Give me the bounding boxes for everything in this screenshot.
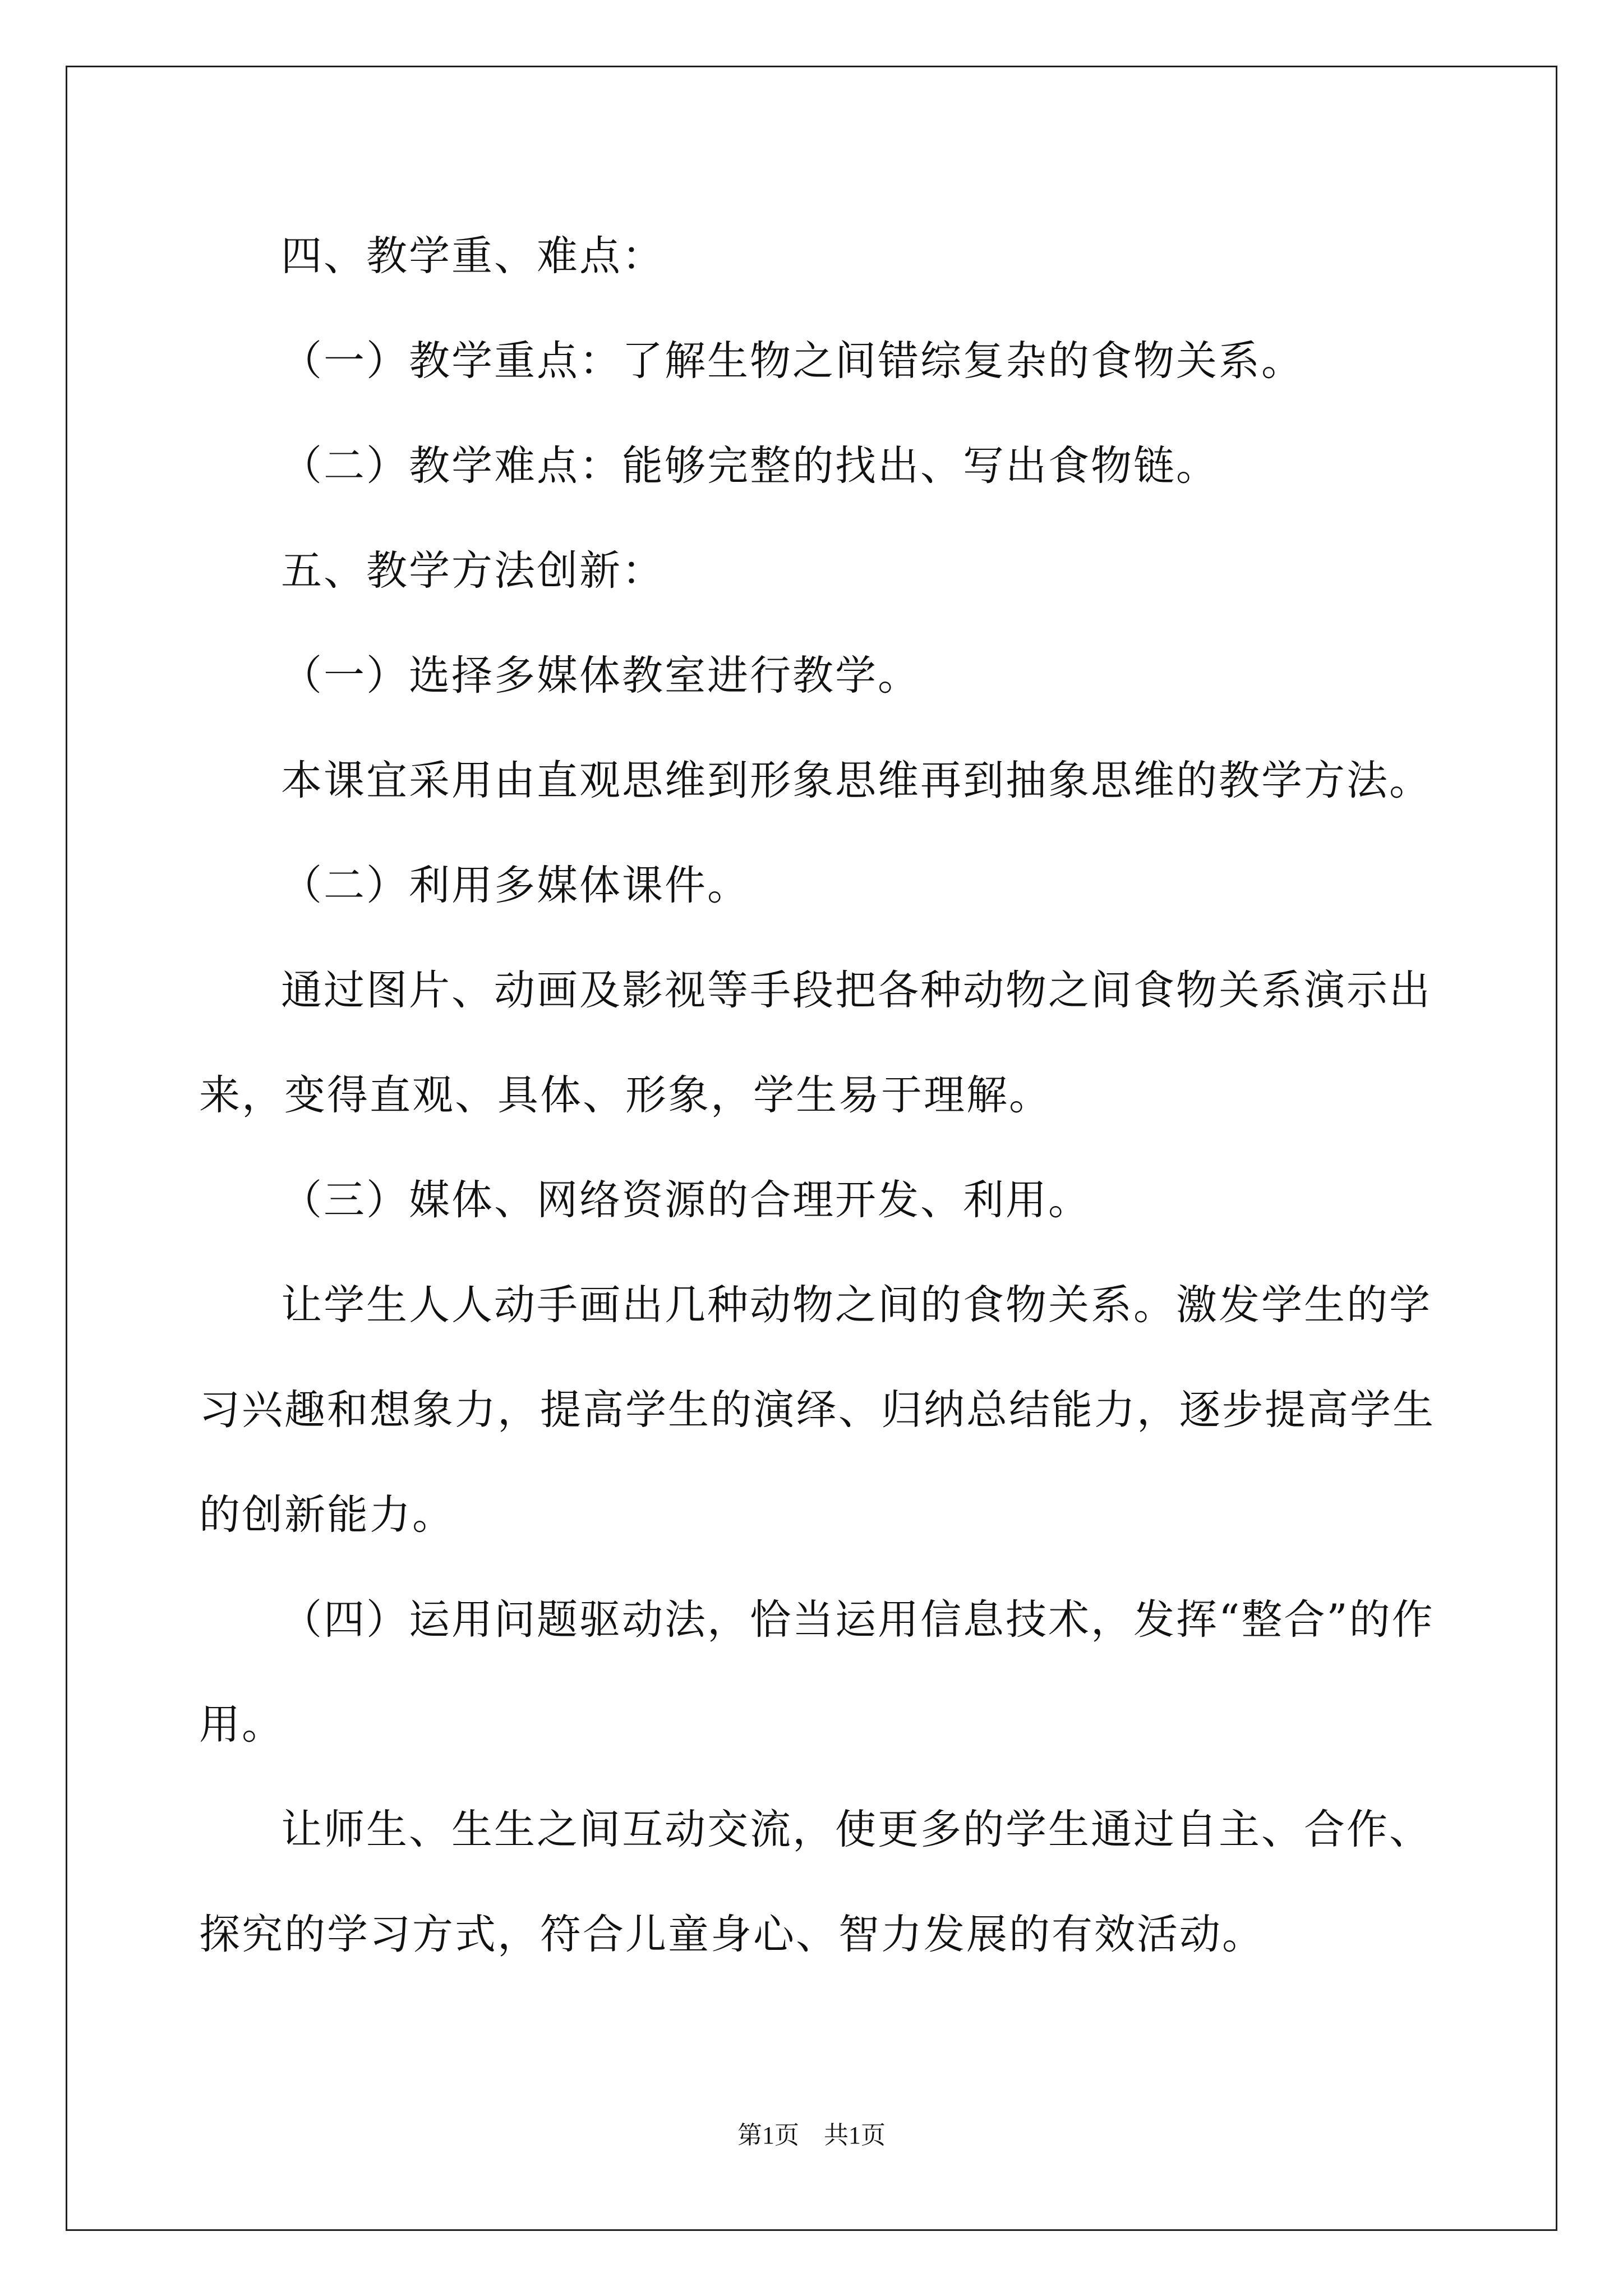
paragraph-method-2: （二）利用多媒体课件。 [281, 862, 750, 909]
paragraph-difficult-point: （二）教学难点：能够完整的找出、写出食物链。 [281, 442, 1219, 490]
paragraph-method-1-detail: 本课宜采用由直观思维到形象思维再到抽象思维的教学方法。 [281, 757, 1432, 804]
heading-key-difficult-points: 四、教学重、难点： [281, 232, 665, 280]
paragraph-method-4-detail: 让师生、生生之间互动交流，使更多的学生通过自主、合作、探究的学习方式，符合儿童身心、智力发展的有效活动。 [199, 1806, 1432, 1958]
page-number-footer: 第1页 共1页 [737, 2122, 886, 2149]
paragraph-method-4: （四）运用问题驱动法，恰当运用信息技术，发挥“整合”的作用。 [199, 1596, 1435, 1749]
paragraph-method-2-detail: 通过图片、动画及影视等手段把各种动物之间食物关系演示出来，变得直观、具体、形象，学生易于理解。 [199, 967, 1432, 1119]
paragraph-method-3-detail: 让学生人人动手画出几种动物之间的食物关系。激发学生的学习兴趣和想象力，提高学生的演绎、归纳总结能力，逐步提高学生的创新能力。 [199, 1281, 1435, 1539]
paragraph-method-3: （三）媒体、网络资源的合理开发、利用。 [281, 1176, 1091, 1224]
paragraph-method-1: （一）选择多媒体教室进行教学。 [281, 652, 920, 700]
paragraph-key-point: （一）教学重点：了解生物之间错综复杂的食物关系。 [281, 337, 1304, 385]
heading-teaching-method: 五、教学方法创新： [281, 547, 665, 595]
